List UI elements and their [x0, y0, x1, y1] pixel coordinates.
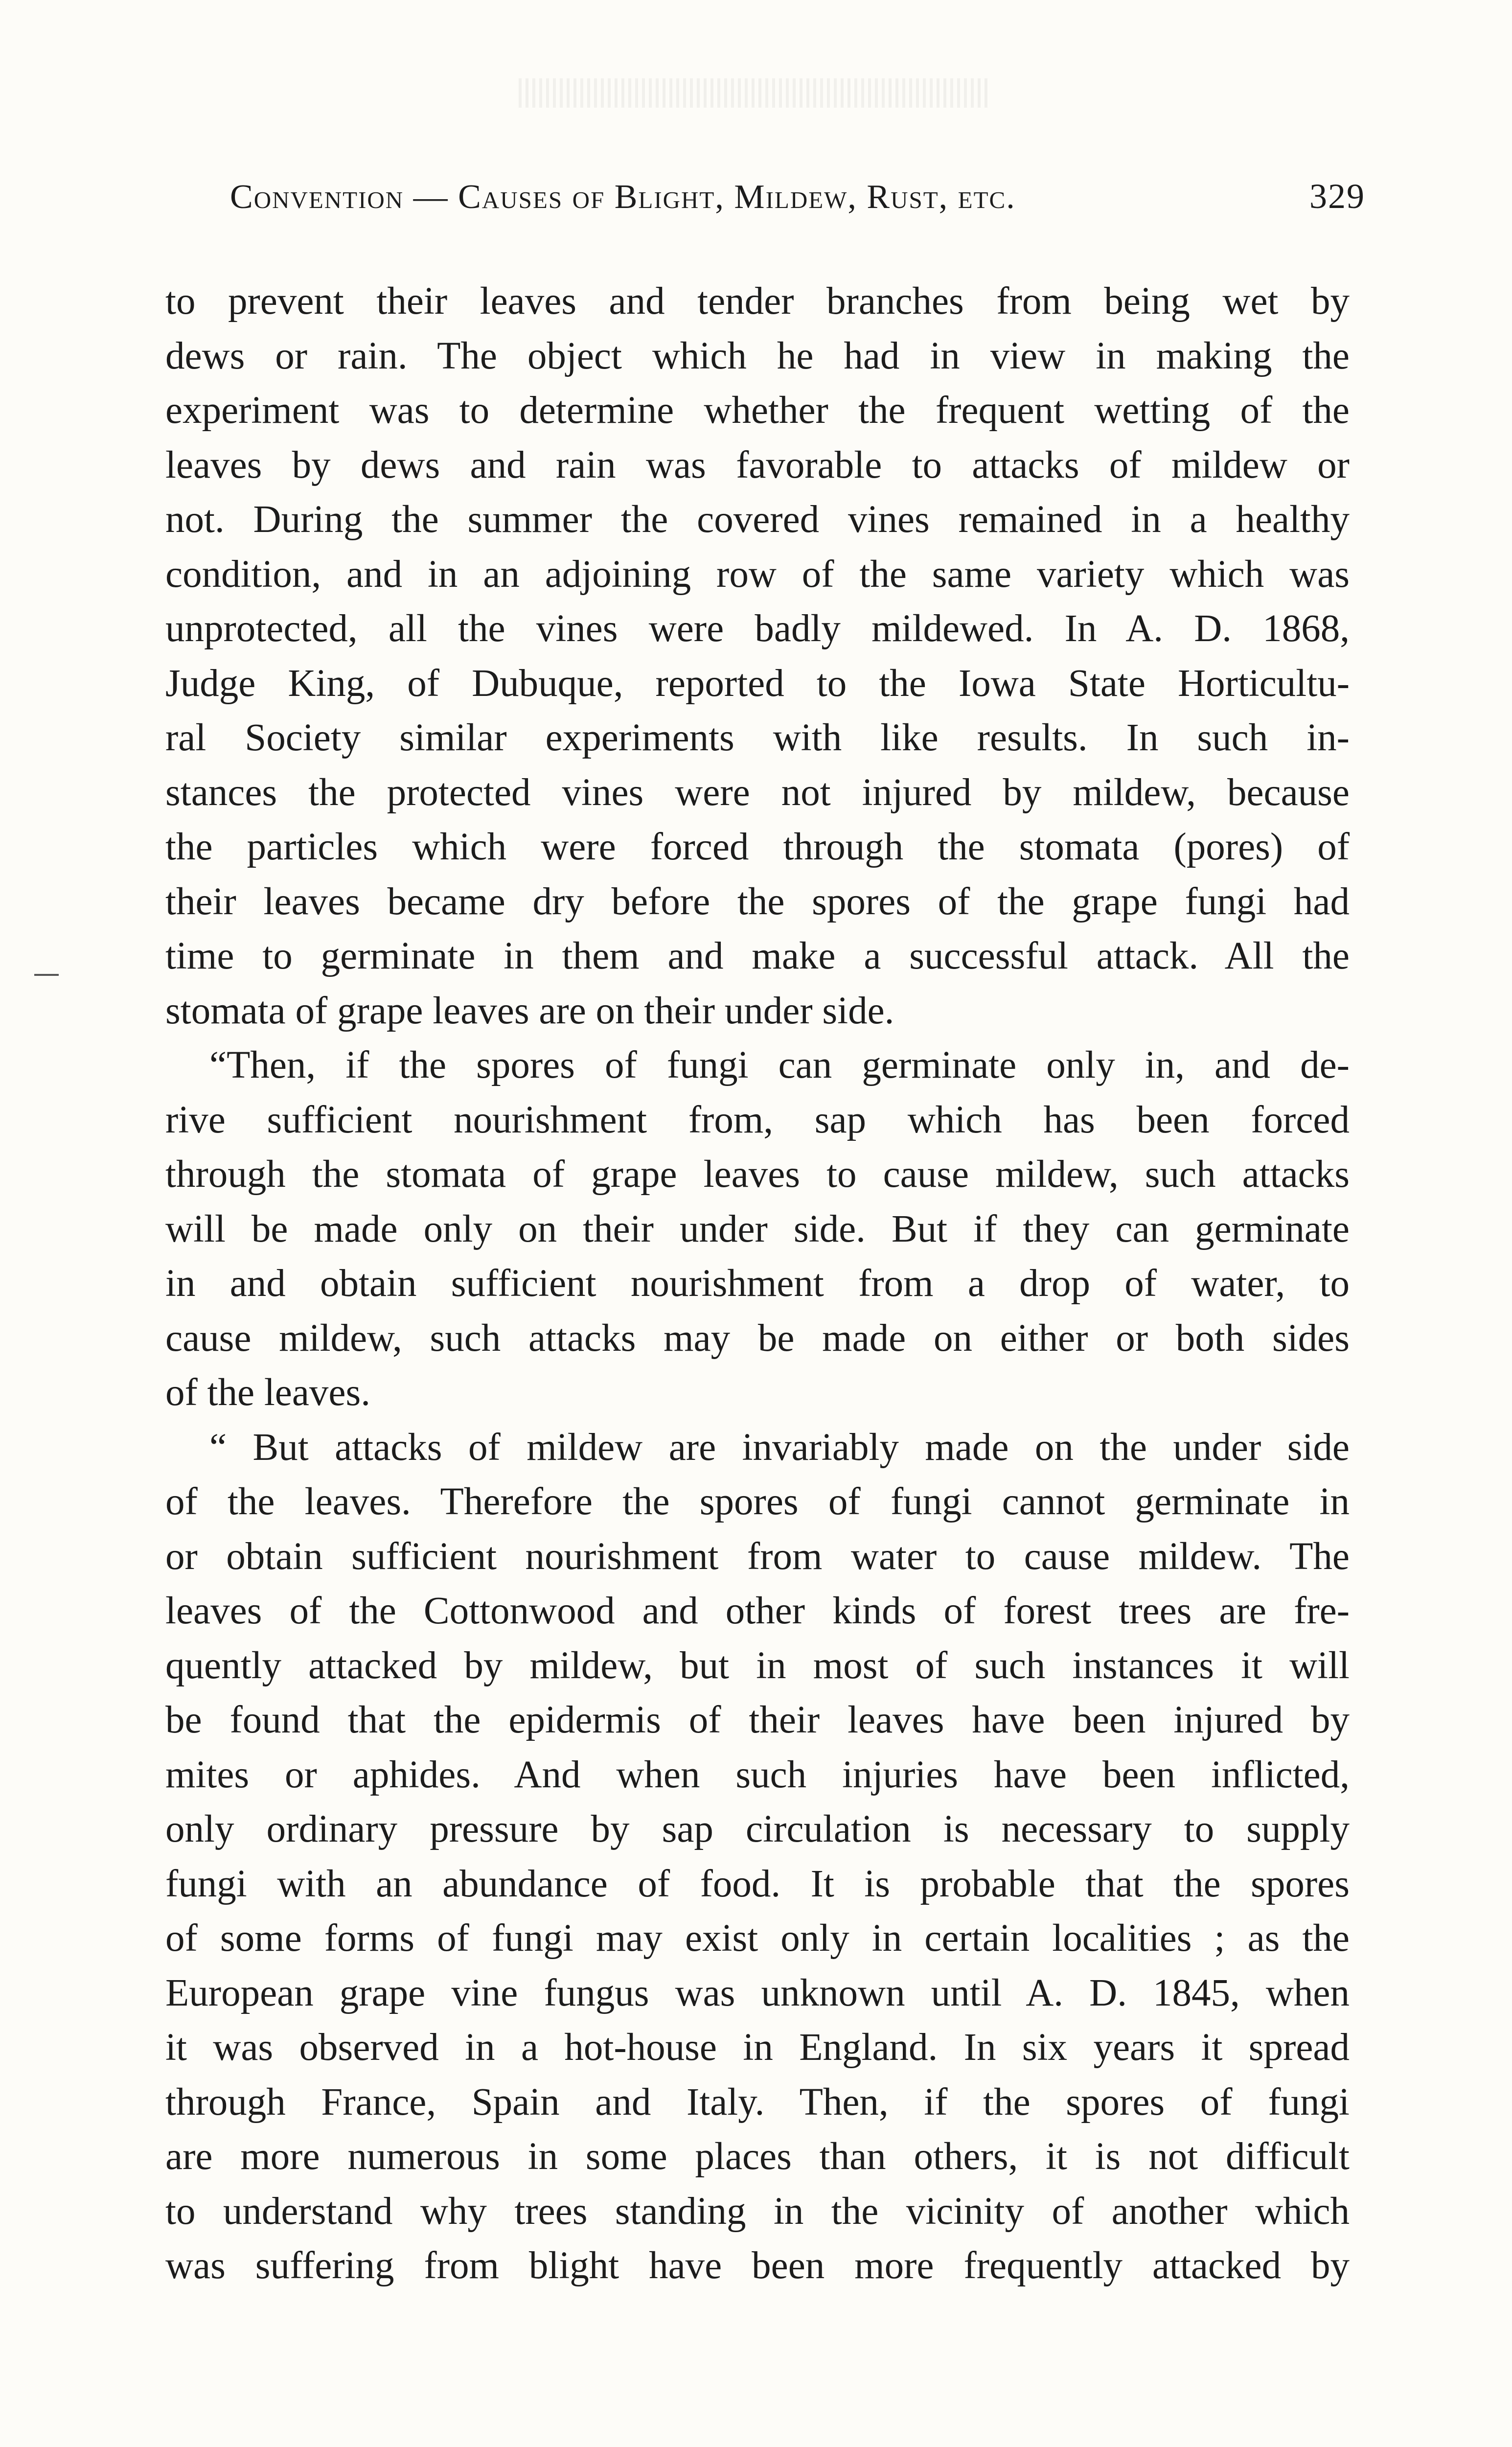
running-head-title: Convention — Causes of Blight, Mildew, Rust, etc. — [230, 178, 1016, 216]
margin-mark — [34, 974, 59, 976]
text-line: cause mildew, such attacks may be made on either or both sides — [165, 1316, 1350, 1360]
text-line: through France, Spain and Italy. Then, if the spores of fungi — [165, 2080, 1350, 2124]
text-line: “ But attacks of mildew are invariably made on the under side — [209, 1426, 1350, 1469]
text-line: to prevent their leaves and tender branches from being wet by — [165, 280, 1350, 323]
text-line: rive sufficient nourishment from, sap which has been forced — [165, 1098, 1350, 1141]
running-head — [230, 176, 1365, 230]
text-line: mites or aphides. And when such injuries have been inflicted, — [165, 1753, 1350, 1796]
text-line: unprotected, all the vines were badly mildewed. In A. D. 1868, — [165, 607, 1350, 650]
text-line: to understand why trees standing in the vicinity of another which — [165, 2190, 1350, 2233]
text-line: only ordinary pressure by sap circulation is necessary to supply — [165, 1808, 1350, 1850]
text-line: be found that the epidermis of their leaves have been injured by — [165, 1699, 1350, 1741]
text-line: or obtain sufficient nourishment from water to cause mildew. The — [165, 1535, 1350, 1578]
text-line: are more numerous in some places than others, it is not difficult — [165, 2135, 1350, 2178]
text-line: ral Society similar experiments with like results. In such in- — [165, 716, 1350, 759]
text-line: was suffering from blight have been more frequently attacked by — [165, 2244, 1350, 2287]
text-line: dews or rain. The object which he had in view in making the — [165, 334, 1350, 377]
page-number: 329 — [1309, 177, 1365, 216]
text-line: of the leaves. — [165, 1371, 370, 1414]
text-line: condition, and in an adjoining row of the same variety which was — [165, 553, 1350, 596]
text-line: of some forms of fungi may exist only in certain localities ; as the — [165, 1917, 1350, 1960]
text-line: time to germinate in them and make a successful attack. All the — [165, 935, 1350, 977]
text-line: the particles which were forced through the stomata (pores) of — [165, 826, 1350, 868]
text-line: fungi with an abundance of food. It is probable that the spores — [165, 1862, 1350, 1905]
text-line: leaves by dews and rain was favorable to attacks of mildew or — [165, 443, 1350, 486]
text-line: in and obtain sufficient nourishment from a drop of water, to — [165, 1262, 1350, 1305]
text-line: will be made only on their under side. But if they can germinate — [165, 1207, 1350, 1250]
text-line: European grape vine fungus was unknown until A. D. 1845, when — [165, 1971, 1350, 2014]
text-line: Judge King, of Dubuque, reported to the Iowa State Horticultu- — [165, 662, 1350, 705]
text-line: not. During the summer the covered vines remained in a healthy — [165, 498, 1350, 541]
text-line: their leaves became dry before the spores of the grape fungi had — [165, 880, 1350, 923]
text-line: through the stomata of grape leaves to cause mildew, such attacks — [165, 1153, 1350, 1196]
text-line: stomata of grape leaves are on their under side. — [165, 989, 894, 1032]
text-line: leaves of the Cottonwood and other kinds of forest trees are fre- — [165, 1590, 1350, 1632]
scan-artifact — [519, 78, 988, 108]
text-line: quently attacked by mildew, but in most of such instances it will — [165, 1644, 1350, 1687]
text-line: stances the protected vines were not injured by mildew, because — [165, 771, 1350, 814]
text-line: of the leaves. Therefore the spores of fungi cannot germinate in — [165, 1480, 1350, 1523]
body-text — [165, 274, 1350, 2293]
text-line: experiment was to determine whether the frequent wetting of the — [165, 389, 1350, 432]
text-line: it was observed in a hot-house in England. In six years it spread — [165, 2026, 1350, 2069]
text-line: “Then, if the spores of fungi can germinate only in, and de- — [209, 1044, 1350, 1086]
